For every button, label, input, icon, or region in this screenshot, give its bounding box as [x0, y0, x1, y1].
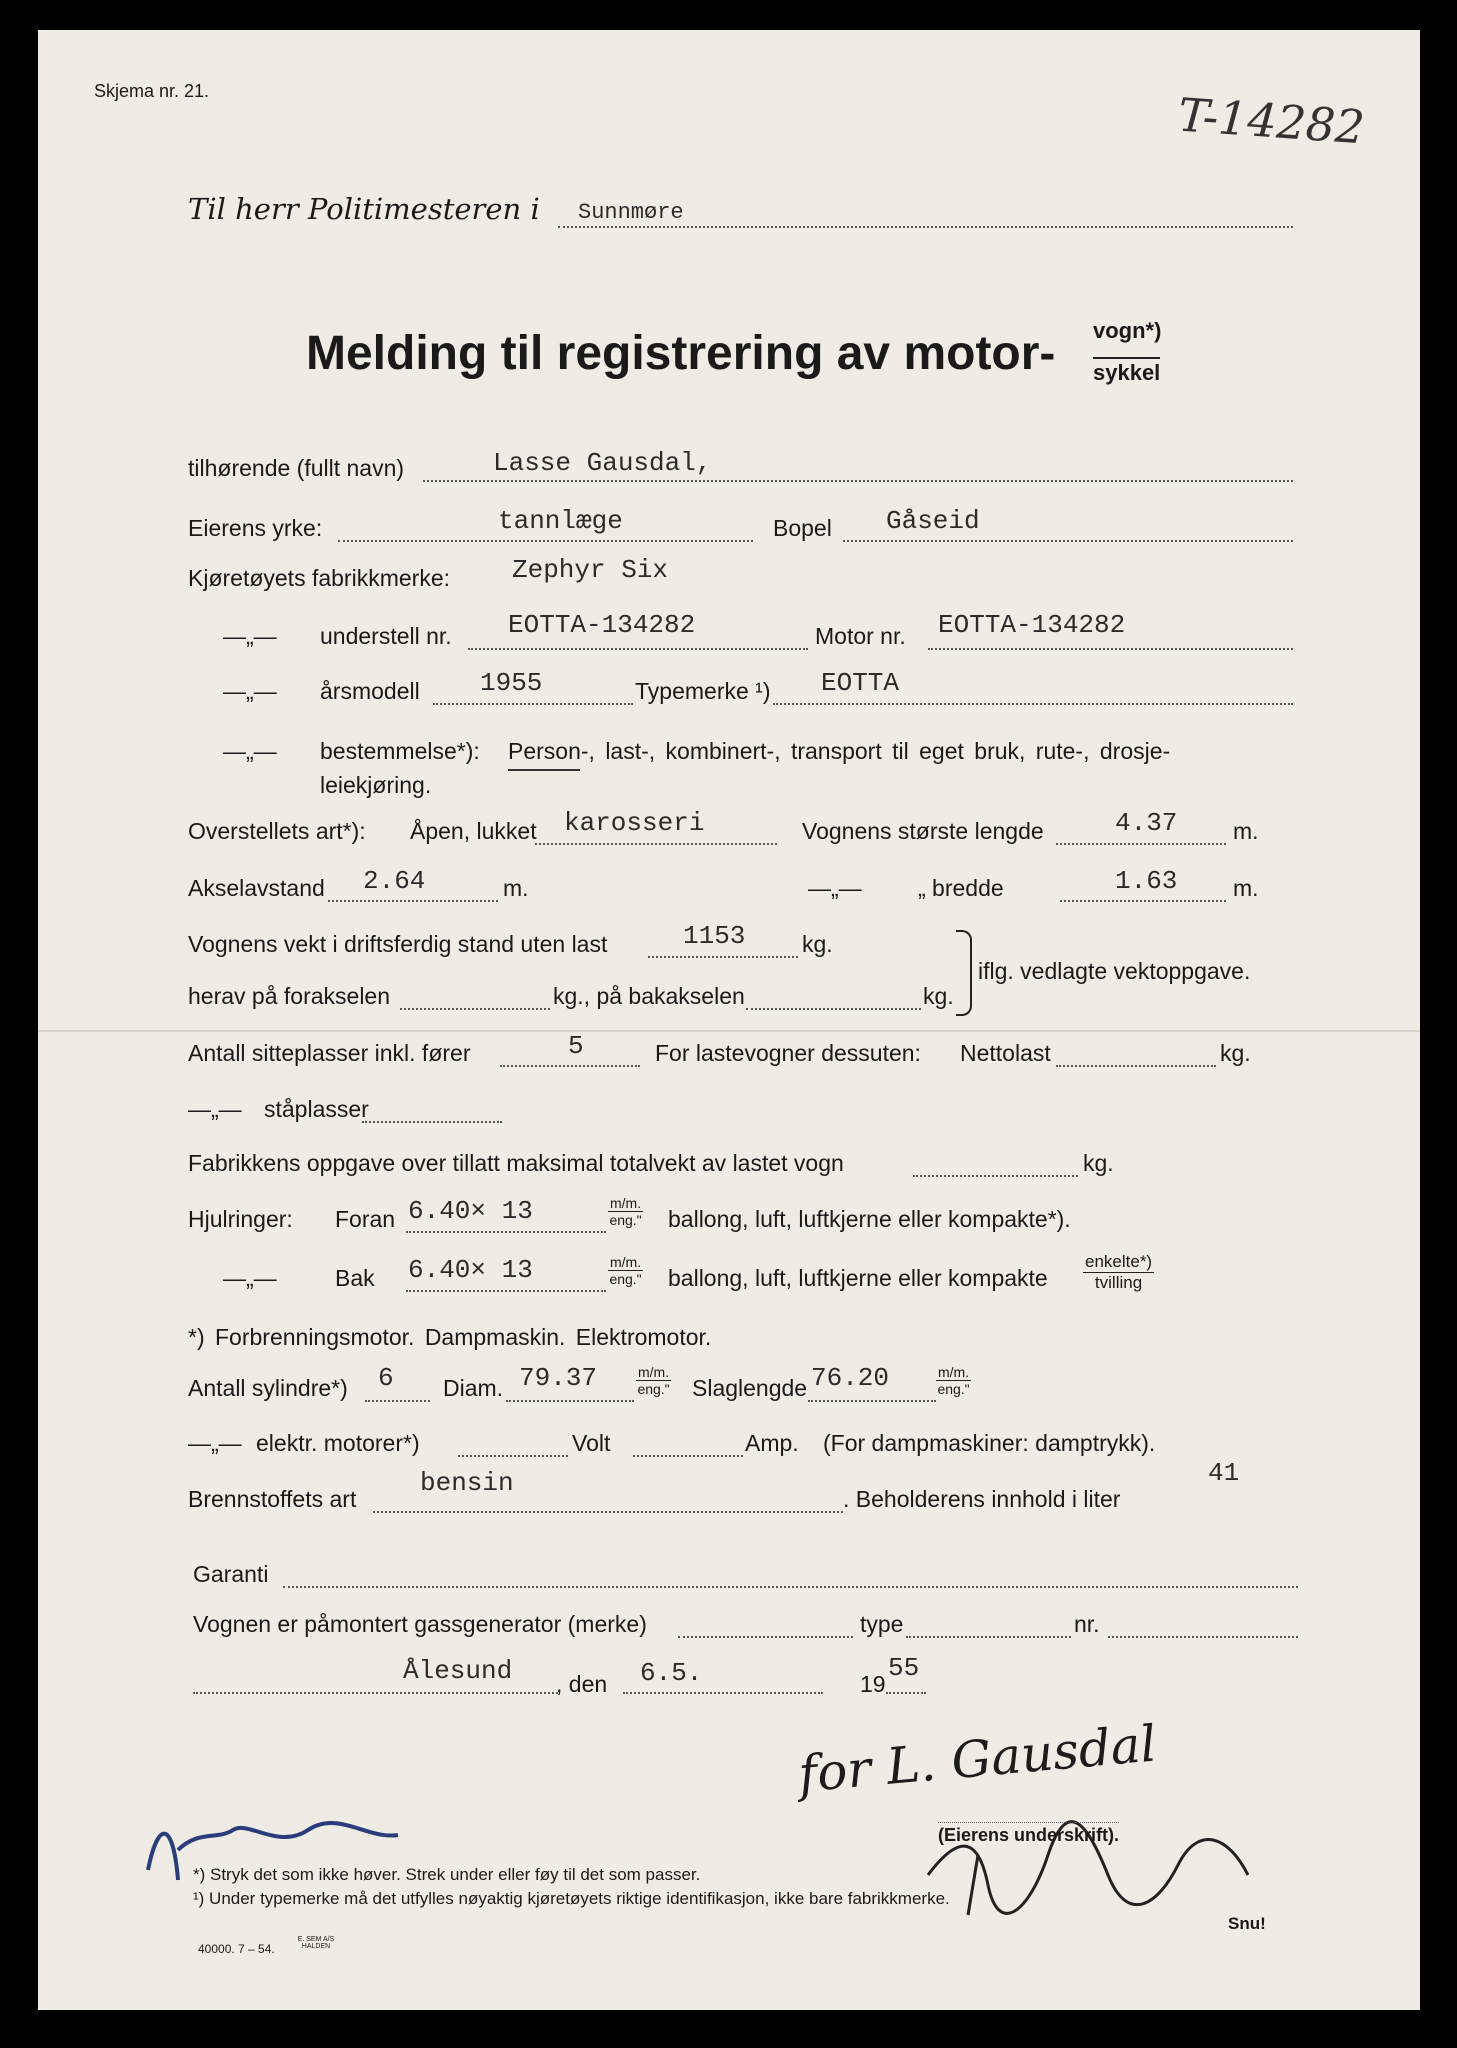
- electric-label: elektr. motorer*): [256, 1430, 420, 1456]
- wheelbase-value: 2.64: [363, 866, 426, 896]
- front-tire-units: m/m. eng.": [609, 1195, 642, 1228]
- owner-line: [423, 480, 1293, 482]
- guarantee-label: Garanti: [193, 1561, 269, 1587]
- wheelbase-label: Akselavstand: [188, 875, 325, 901]
- front-tire-value: 6.40× 13: [408, 1196, 533, 1226]
- form-title: Melding til registrering av motor-: [306, 327, 1056, 380]
- title-option-sykkel: sykkel: [1093, 357, 1160, 384]
- front-tire-line: [406, 1231, 606, 1233]
- wheel-config: enkelte*) tvilling: [1085, 1252, 1153, 1292]
- gas-label: Vognen er påmontert gassgenerator (merke): [193, 1611, 647, 1637]
- purpose-underline: [508, 769, 580, 771]
- archive-mark: T-14282: [1176, 87, 1367, 155]
- front-tire-label: Foran: [335, 1206, 396, 1232]
- type-label: Typemerke ¹): [635, 678, 771, 704]
- fuel-line: [373, 1511, 843, 1513]
- bore-line: [506, 1400, 634, 1402]
- place-value: Ålesund: [403, 1656, 513, 1686]
- weight-value: 1153: [683, 921, 746, 951]
- title-option-vogn: vogn*): [1093, 318, 1162, 343]
- turn-over-note: Snu!: [1228, 1914, 1266, 1933]
- width-value: 1.63: [1115, 866, 1178, 896]
- year-label: årsmodell: [320, 678, 420, 704]
- stroke-units: m/m. eng.": [937, 1364, 970, 1397]
- ditto-mark: —„—: [223, 1265, 277, 1291]
- type-value: EOTTA: [821, 668, 900, 698]
- bore-value: 79.37: [519, 1363, 598, 1393]
- body-line: [535, 843, 777, 845]
- rear-axle-unit: kg.: [923, 983, 954, 1009]
- weight-brace: [956, 930, 972, 1016]
- printer-mark: E. SEM A/S HALDEN: [297, 1936, 335, 1950]
- motor-value: EOTTA-134282: [938, 610, 1126, 640]
- rear-tire-value: 6.40× 13: [408, 1255, 533, 1285]
- stroke-line: [808, 1400, 936, 1402]
- rear-tire-units: m/m. eng.": [609, 1254, 642, 1287]
- body-options: Åpen, lukket: [410, 818, 537, 844]
- make-value: Zephyr Six: [512, 555, 669, 585]
- print-code: 40000. 7 – 54.: [198, 1942, 275, 1956]
- seats-label: Antall sitteplasser inkl. fører: [188, 1040, 471, 1066]
- ditto-mark: —„—: [223, 738, 277, 764]
- cargo-label: For lastevogner dessuten:: [655, 1040, 921, 1066]
- ditto-mark: —„—: [188, 1096, 242, 1122]
- seats-line: [500, 1065, 640, 1067]
- residence-line: [843, 540, 1293, 542]
- chassis-label: understell nr.: [320, 623, 452, 649]
- width-line: [1060, 900, 1226, 902]
- year-value: 1955: [480, 668, 543, 698]
- rear-axle-line: [746, 1008, 921, 1010]
- occupation-value: tannlæge: [498, 506, 623, 536]
- year-line: [433, 703, 633, 705]
- occupation-line: [338, 540, 753, 542]
- gas-type-label: type: [860, 1611, 904, 1637]
- addressee-line: [558, 226, 1293, 228]
- width-unit: m.: [1233, 875, 1259, 901]
- chassis-line: [468, 648, 808, 650]
- seats-value: 5: [568, 1031, 584, 1061]
- occupation-label: Eierens yrke:: [188, 515, 323, 541]
- form-sheet: [38, 30, 1420, 2010]
- volt-label: Volt: [572, 1430, 611, 1456]
- year-suffix: 55: [888, 1653, 920, 1683]
- sign-year-line: [886, 1692, 926, 1694]
- amp-label: Amp.: [745, 1430, 799, 1456]
- weight-note: iflg. vedlagte vektoppgave.: [978, 958, 1251, 984]
- purpose-options-cont: leiekjøring.: [320, 772, 432, 798]
- rear-tire-label: Bak: [335, 1265, 375, 1291]
- guarantee-line: [283, 1586, 1298, 1588]
- front-axle-line: [400, 1008, 550, 1010]
- max-weight-label: Fabrikkens oppgave over tillatt maksimal totalvekt av lastet vogn: [188, 1150, 844, 1176]
- date-line: [623, 1692, 823, 1694]
- weight-unit: kg.: [802, 931, 833, 957]
- length-value: 4.37: [1115, 808, 1178, 838]
- bore-units: m/m. eng.": [637, 1364, 670, 1397]
- bore-label: Diam.: [443, 1375, 504, 1401]
- engine-types: *) Forbrenningsmotor. Dampmaskin. Elektromotor.: [188, 1324, 712, 1350]
- tires-label: Hjulringer:: [188, 1206, 293, 1232]
- amp-line: [633, 1455, 743, 1457]
- standing-label: ståplasser: [264, 1096, 369, 1122]
- length-line: [1056, 843, 1226, 845]
- fuel-label: Brennstoffets art: [188, 1486, 357, 1512]
- date-value: 6.5.: [640, 1658, 703, 1688]
- footnote-1: *) Stryk det som ikke høver. Strek under eller føy til det som passer.: [193, 1865, 701, 1884]
- fuel-value: bensin: [420, 1468, 514, 1498]
- max-weight-line: [913, 1175, 1078, 1177]
- year-prefix: 19: [860, 1671, 886, 1697]
- date-label: , den: [556, 1671, 608, 1697]
- cylinders-label: Antall sylindre*): [188, 1375, 348, 1401]
- front-tire-types: ballong, luft, luftkjerne eller kompakte*).: [668, 1206, 1071, 1232]
- gas-nr-line: [1108, 1636, 1298, 1638]
- motor-label: Motor nr.: [815, 623, 906, 649]
- wheelbase-unit: m.: [503, 875, 529, 901]
- standing-line: [362, 1121, 502, 1123]
- footnote-2: ¹) Under typemerke må det utfylles nøyaktig kjøretøyets riktige identifikasjon, ikke bare fabrikkmerke.: [193, 1889, 950, 1908]
- weight-label: Vognens vekt i driftsferdig stand uten last: [188, 931, 608, 957]
- tank-label: . Beholderens innhold i liter: [843, 1486, 1121, 1512]
- weight-line: [648, 956, 798, 958]
- addressee-label: Til herr Politimesteren i: [188, 192, 540, 226]
- cylinders-value: 6: [378, 1363, 394, 1393]
- rear-axle-label: kg., på bakakselen: [553, 983, 745, 1009]
- type-line: [773, 703, 1293, 705]
- place-line: [193, 1692, 558, 1694]
- ditto-mark: —„—: [223, 623, 277, 649]
- owner-signature: for L. Gausdal: [796, 1714, 1159, 1804]
- residence-label: Bopel: [773, 515, 832, 541]
- chassis-value: EOTTA-134282: [508, 610, 696, 640]
- fold-crease: [38, 1030, 1420, 1032]
- length-unit: m.: [1233, 818, 1259, 844]
- stroke-value: 76.20: [811, 1363, 890, 1393]
- max-weight-unit: kg.: [1083, 1150, 1114, 1176]
- front-axle-label: herav på forakselen: [188, 983, 391, 1009]
- gas-nr-label: nr.: [1074, 1611, 1100, 1637]
- rear-tire-types: ballong, luft, luftkjerne eller kompakte: [668, 1265, 1048, 1291]
- addressee-value: Sunnmøre: [578, 200, 684, 225]
- volt-line: [458, 1455, 568, 1457]
- width-label: „ bredde: [918, 875, 1004, 901]
- motor-line: [928, 648, 1293, 650]
- rear-tire-line: [406, 1290, 606, 1292]
- length-label: Vognens største lengde: [802, 818, 1044, 844]
- owner-label: tilhørende (fullt navn): [188, 455, 405, 481]
- purpose-options: Person-, last-, kombinert-, transport til eget bruk, rute-, drosje-: [508, 738, 1171, 764]
- purpose-label: bestemmelse*):: [320, 738, 480, 764]
- gas-line: [678, 1636, 853, 1638]
- steam-label: (For dampmaskiner: damptrykk).: [823, 1430, 1156, 1456]
- ditto-mark: —„—: [188, 1430, 242, 1456]
- payload-label: Nettolast: [960, 1040, 1051, 1066]
- signature-caption: (Eierens underskrift).: [938, 1822, 1119, 1844]
- tank-value: 41: [1208, 1458, 1240, 1488]
- make-label: Kjøretøyets fabrikkmerke:: [188, 565, 450, 591]
- payload-unit: kg.: [1220, 1040, 1251, 1066]
- wheelbase-line: [328, 900, 498, 902]
- owner-value: Lasse Gausdal,: [493, 448, 712, 478]
- body-value: karosseri: [564, 808, 705, 838]
- ditto-mark: —„—: [808, 875, 862, 901]
- form-number: Skjema nr. 21.: [94, 81, 210, 101]
- body-label: Overstellets art*):: [188, 818, 366, 844]
- stroke-label: Slaglengde: [692, 1375, 808, 1401]
- cylinders-line: [365, 1400, 430, 1402]
- ditto-mark: —„—: [223, 678, 277, 704]
- residence-value: Gåseid: [886, 506, 980, 536]
- payload-line: [1056, 1065, 1216, 1067]
- gas-type-line: [906, 1636, 1071, 1638]
